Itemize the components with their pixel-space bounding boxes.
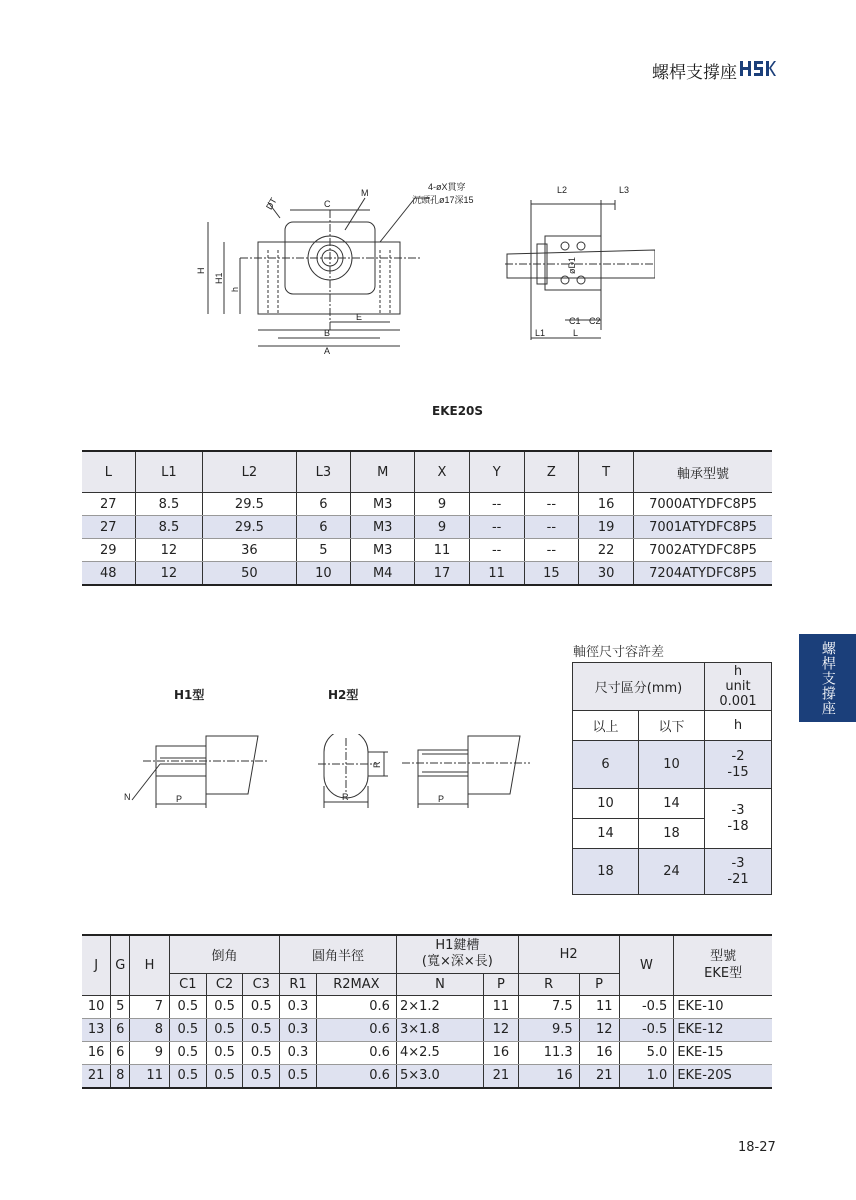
shaft-end-table: J G H 倒角 圓角半徑 H1鍵槽 (寬×深×長) H2 W 型號 EKE型 C1 C2 C3 R1 R2MAX N P R P 10 5 7 0.5 0.5 0.5 0.3 0.6 2×1.2 11 7.5 11 -0.5 EKE-10 13 6 8 0.5 0.5 0.5 0.3 0.6 3×1.8 12 9.5 12 -0.5 EKE-12 16 6 9 0.5 0.5 0.5 0.3 0.6 4×2.5 16 11.3 16 5.0 EKE-15 21 8 11 0.5 0.5 0.5 0.5 0.6 5×3.0 21 16 21 1.0 EKE-20S — [82, 934, 772, 1089]
h-subheader: h — [705, 711, 772, 741]
dim-m: M — [361, 188, 369, 198]
above-header: 以上 — [573, 711, 639, 741]
dim-h-small: h — [230, 286, 240, 292]
h1-type-label: H1型 — [174, 688, 205, 702]
dim-p: P — [176, 794, 183, 804]
table-row: 13 6 8 0.5 0.5 0.5 0.3 0.6 3×1.8 12 9.5 12 -0.5 EKE-12 — [82, 1018, 772, 1041]
col-header: M — [351, 451, 415, 493]
dimension-table — [82, 450, 772, 586]
dim-c2: C2 — [589, 316, 601, 326]
col-header: L2 — [203, 451, 296, 493]
hole-note-2: 沉頭孔ø17深15 — [412, 195, 474, 205]
table-row: 29 12 36 5 M3 11 -- -- 22 7002ATYDFC8P5 — [82, 539, 772, 562]
page-number: 18-27 — [738, 1140, 776, 1155]
range-header: 尺寸區分(mm) — [573, 663, 705, 711]
dim-b: B — [324, 328, 331, 338]
dim-l3: L3 — [619, 185, 630, 195]
h-header: h unit 0.001 — [705, 663, 772, 711]
h2-section-drawing — [318, 734, 393, 814]
dim-c1: C1 — [569, 316, 581, 326]
col-header: X — [415, 451, 470, 493]
h2-type-label: H2型 — [328, 688, 359, 702]
hole-note-1: 4-øX貫穿 — [428, 182, 466, 192]
model-caption: EKE20S — [432, 404, 484, 418]
tolerance-table: 尺寸區分(mm) h unit 0.001 以上 以下 h 6 10 -2 -15 10 14 -3 -18 14 18 18 24 -3 -21 — [572, 662, 772, 895]
tolerance-caption: 軸徑尺寸容許差 — [573, 645, 665, 660]
dim-l: L — [573, 328, 579, 338]
col-header: T — [579, 451, 634, 493]
side-view-drawing — [505, 180, 655, 350]
table-row: 27 8.5 29.5 6 M3 9 -- -- 19 7001ATYDFC8P5 — [82, 516, 772, 539]
dim-c: C — [324, 199, 331, 209]
dim-dt: DT — [264, 195, 279, 212]
table-row: 21 8 11 0.5 0.5 0.5 0.5 0.6 5×3.0 21 16 21 1.0 EKE-20S — [82, 1064, 772, 1088]
dim-a: A — [324, 346, 331, 356]
dim-p-h2: P — [438, 794, 445, 804]
dim-l1: L1 — [535, 328, 546, 338]
dim-n: N — [124, 792, 131, 802]
col-header: L — [82, 451, 135, 493]
table-row: 48 12 50 10 M4 17 11 15 30 7204ATYDFC8P5 — [82, 562, 772, 586]
col-header: Y — [469, 451, 524, 493]
col-header: L1 — [135, 451, 203, 493]
col-header: L3 — [296, 451, 351, 493]
h1-shaft-drawing — [118, 728, 278, 818]
h2-shaft-drawing — [402, 728, 532, 818]
col-header: Z — [524, 451, 579, 493]
hsk-logo — [740, 60, 776, 82]
col-header: 軸承型號 — [634, 451, 773, 493]
table-row: 27 8.5 29.5 6 M3 9 -- -- 16 7000ATYDFC8P5 — [82, 493, 772, 516]
dim-r-vertical: R — [372, 761, 382, 768]
table-row: 10 5 7 0.5 0.5 0.5 0.3 0.6 2×1.2 11 7.5 11 -0.5 EKE-10 — [82, 995, 772, 1018]
page-header-title: 螺桿支撐座 — [652, 63, 737, 83]
dim-h: H — [196, 267, 206, 274]
table-row: 16 6 9 0.5 0.5 0.5 0.3 0.6 4×2.5 16 11.3 16 5.0 EKE-15 — [82, 1041, 772, 1064]
dim-r-horizontal: R — [342, 792, 349, 802]
below-header: 以下 — [638, 711, 704, 741]
dim-e: E — [356, 312, 363, 322]
dim-od1: øD1 — [567, 256, 577, 274]
side-section-tab[interactable] — [799, 634, 856, 722]
front-view-drawing — [190, 180, 500, 360]
dim-l2: L2 — [557, 185, 568, 195]
dim-h1: H1 — [214, 272, 224, 284]
side-tab-label: 螺桿支撐座 — [819, 640, 836, 716]
